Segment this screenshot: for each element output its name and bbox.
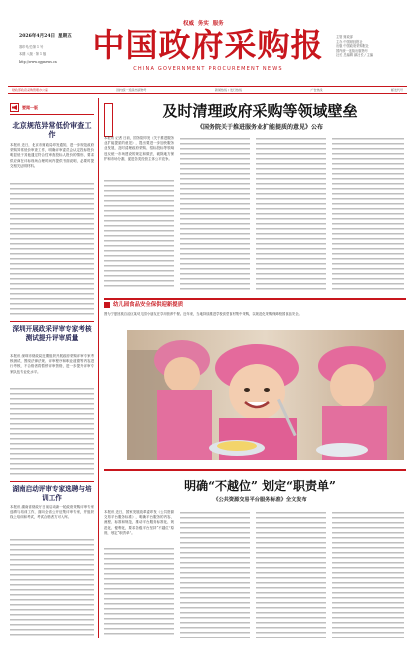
publisher-info-line: 主管 财政部 [336,35,353,39]
left-article-body: 本报讯 近日，北京市财政局印发通知，进一步规范政府采购异常低价审查工作，明确评审委员会认定投标报价明显低于其他通过符合性审查投标人报价的情形，要求供应商在评标现场合理时间内提供书面说明，必要时提交相关证明材料。 [10,143,94,168]
info-bar-item: 广告热线 [310,87,323,92]
publisher-info-line: 国内统一连续出版物号 [336,48,368,53]
issue-pages-line: 本期 八版 · 第 1 版 [19,52,47,56]
bottom-article-text-block [180,510,250,638]
left-article-title: 北京规范异常低价审查工作 [12,121,92,139]
photo-story-title-badge [104,302,110,308]
left-column-divider [98,98,99,638]
info-bar-item: 国内统一连续出版物号 [116,87,147,92]
lead-section-badge [104,103,113,137]
issue-date: 2026年4月24日 [19,34,56,39]
left-article-body: 本报讯 深圳市财政局近期组织开展政府采购评审专家考核测试，围绕法律法规、评审程序和职业道德等内容进行考核，不合格者将暂停评审资格，进一步提升评审专家队伍专业化水平。 [10,354,94,374]
newspaper-title-en: CHINA GOVERNMENT PROCUREMENT NEWS [133,66,283,72]
left-section-tag: 要闻一版 [22,105,38,110]
newspaper-title: 中国政府采购报 [92,26,324,64]
lead-article-text-block [256,136,326,290]
left-article-text-block [10,537,94,637]
photo-illustration [127,330,404,460]
info-bar-item: 新闻热线 / 发行热线 [215,87,242,92]
publisher-info-line: 社长 总编辑 副社长 / 主编 [336,53,374,58]
left-section-badge [10,103,19,112]
lead-article-text-block [332,136,404,290]
bottom-article-text-block [256,510,326,638]
lead-article-text-block [180,136,250,290]
lead-article-title: 及时清理政府采购等领域壁垒 [162,102,358,120]
left-article-body: 本报讯 湖南省财政厅日前启动新一轮政府采购评审专家选聘与培训工作，面向全省公开征集评审专家，并组织线上培训和考试，考试合格者方可入库。 [10,505,94,520]
info-bar-item: 财政部政府采购管理办公室 [12,87,49,92]
left-article-title: 深圳开展政采评审专家考核测试提升评审质量 [12,325,92,342]
left-article-separator [10,481,94,482]
bottom-article-subtitle: 《公共资源交易平台服务标准》全文发布 [213,497,307,503]
left-article-text-block [10,386,94,476]
newspaper-slogan: 权威 务实 服务 [183,21,224,27]
lead-article-subtitle: 《国务院关于推进服务业扩能提质的意见》公布 [196,124,323,131]
bottom-article-top-rule [104,469,406,471]
bottom-article-text-block [104,546,174,638]
masthead [0,0,415,90]
lead-article-body: 本报讯 记者 日前，国务院印发《关于推进服务业扩能提质的意见》，提出要进一步加快服务业发展，及时清理政府采购、招标投标等领域违反统一市场建设的规定和做法，破除地方保护和市场分割，促进各类经营主体公平竞争。 [104,136,174,161]
issue-number-line: 准印号/总第 1 号 [19,45,44,49]
photo-story-title: 幼儿园食品安全保供迎新提质 [113,302,184,308]
bottom-article-title: 明确“不越位” 划定“职责单” [184,479,336,493]
lead-article-text-block [104,178,174,290]
publisher-info [336,35,408,58]
left-article-title: 湖南启动评审专家选聘与培训工作 [12,485,92,502]
info-bar-item: 邮发代号 [390,87,403,92]
photo-story-top-rule [104,298,406,300]
issue-weekday: 星期五 [58,34,72,39]
publisher-info-line: 主办 中国财经报社 [336,39,363,44]
photo-story-caption: 图为宁夏回族自治区某幼儿园小朋友在享用营养午餐。近年来，当地持续推进学校食堂食材集中采购，以规范化采购保障校园食品安全。 [104,312,302,316]
info-bar [8,86,407,94]
bottom-article-body: 本报讯 近日，国家发展改革委印发《公共资源交易平台服务标准》，明确平台服务的内容、流程、标准和规范，推动平台服务标准化、规范化、便利化，要求各级平台坚持“不越位”原则，划定“职责单”。 [104,510,174,535]
left-section-rule [10,114,94,115]
bottom-article-text-block [332,510,404,638]
photo-kids-lunch [127,330,404,460]
megaphone-icon [12,105,17,110]
website-link[interactable]: http://www.cgpnews.cn [19,60,57,64]
publisher-info-line: 出版 中国政府采购报社 [336,44,369,49]
left-article-text-block [10,181,94,316]
left-article-separator [10,321,94,322]
